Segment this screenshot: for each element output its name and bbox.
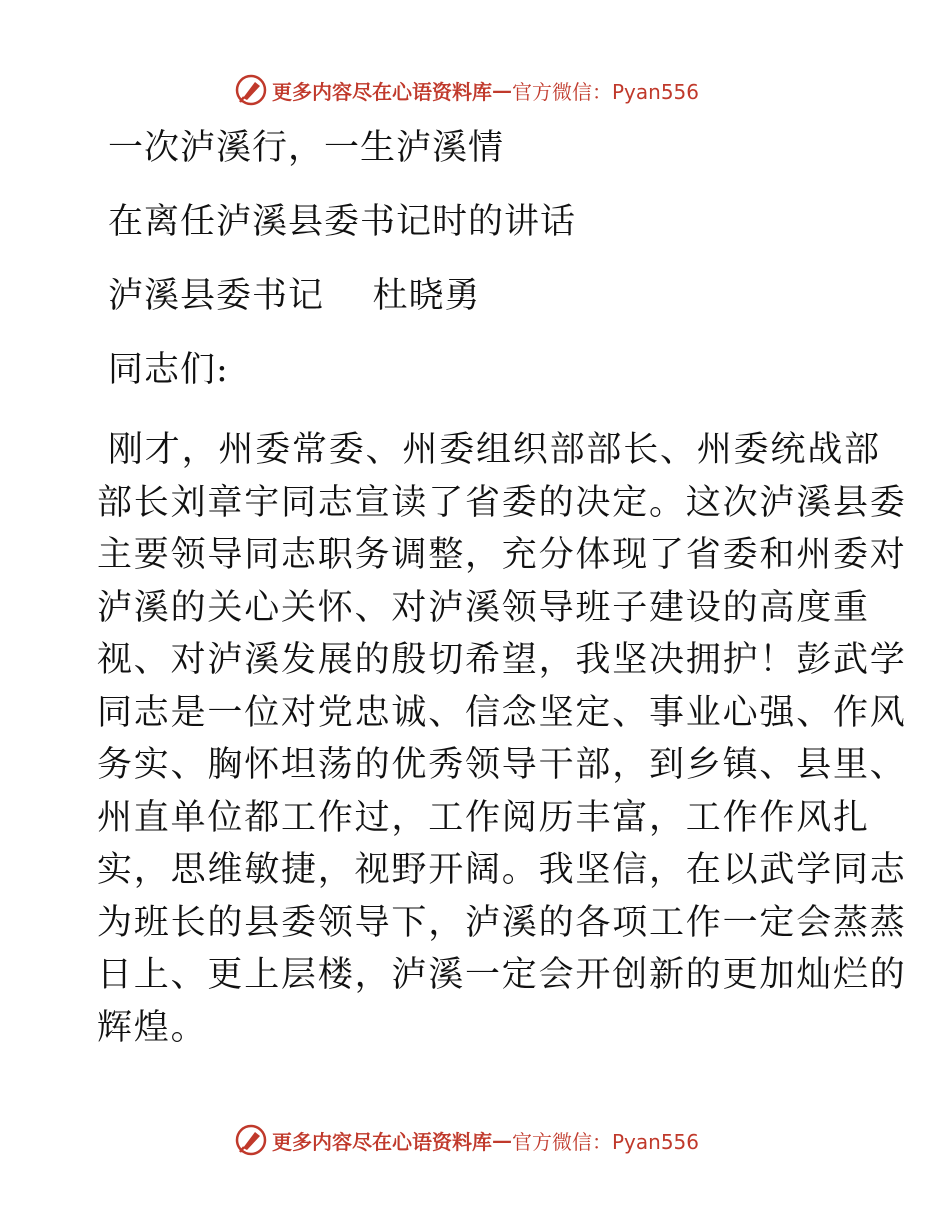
pen-nib-circle-icon bbox=[234, 73, 268, 107]
document-title: 一次泸溪行，一生泸溪情 bbox=[108, 128, 505, 168]
footer-watermark bbox=[234, 1123, 699, 1157]
watermark-separator: — bbox=[492, 78, 512, 102]
paragraph-line: 部长刘章宇同志宣读了省委的决定。这次泸溪县委 bbox=[97, 482, 907, 523]
paragraph-line: 辉煌。 bbox=[97, 1007, 208, 1048]
watermark-text: 更多内容尽在心语资料库 bbox=[272, 79, 492, 104]
watermark-wechat: 官方微信：Pyan556 bbox=[512, 79, 700, 104]
paragraph-line: 同志是一位对党忠诚、信念坚定、事业心强、作风 bbox=[97, 692, 907, 733]
paragraph-line: 州直单位都工作过，工作阅历丰富，工作作风扎 bbox=[97, 797, 870, 838]
pen-nib-circle-icon bbox=[234, 1123, 268, 1157]
paragraph-line: 泸溪的关心关怀、对泸溪领导班子建设的高度重 bbox=[97, 587, 870, 628]
watermark-text: 更多内容尽在心语资料库 bbox=[272, 1129, 492, 1154]
header-watermark bbox=[234, 73, 699, 107]
document-subtitle: 在离任泸溪县委书记时的讲话 bbox=[108, 202, 577, 242]
watermark-separator: — bbox=[492, 1128, 512, 1152]
document-author: 泸溪县委书记 杜晓勇 bbox=[108, 276, 481, 316]
paragraph-line: 主要领导同志职务调整，充分体现了省委和州委对 bbox=[97, 535, 907, 575]
paragraph-line: 为班长的县委领导下，泸溪的各项工作一定会蒸蒸 bbox=[97, 902, 907, 943]
paragraph-line: 实，思维敏捷，视野开阔。我坚信，在以武学同志 bbox=[97, 850, 907, 890]
document-greeting: 同志们: bbox=[108, 350, 229, 390]
paragraph-line: 务实、胸怀坦荡的优秀领导干部，到乡镇、县里、 bbox=[97, 745, 907, 785]
paragraph-line: 视、对泸溪发展的殷切希望，我坚决拥护！彭武学 bbox=[97, 640, 907, 680]
paragraph-line: 日上、更上层楼，泸溪一定会开创新的更加灿烂的 bbox=[97, 955, 907, 995]
watermark-wechat: 官方微信：Pyan556 bbox=[512, 1129, 700, 1154]
paragraph-line: 刚才，州委常委、州委组织部部长、州委统战部 bbox=[108, 430, 881, 470]
body-paragraph bbox=[97, 424, 907, 1054]
